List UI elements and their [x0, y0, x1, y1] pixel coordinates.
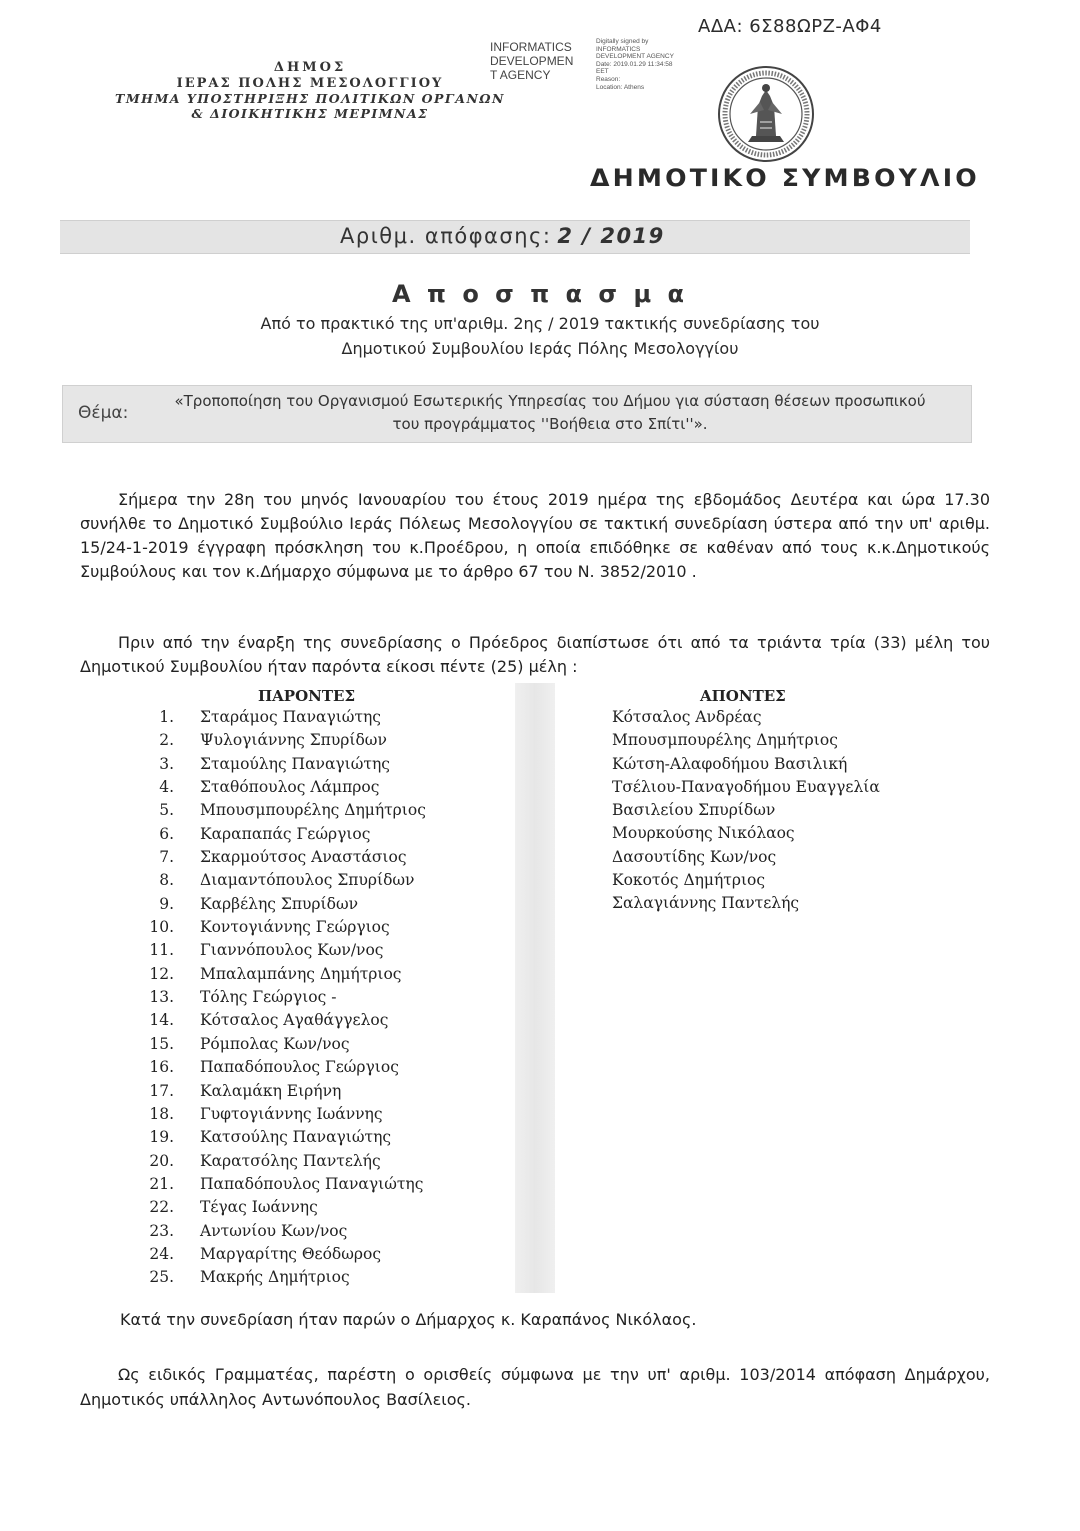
absent-member-row: Κοκοτός Δημήτριος — [612, 871, 766, 890]
member-name: Γυφτογιάννης Ιωάννης — [200, 1104, 383, 1123]
ada-code: ΑΔΑ: 6Σ88ΩΡΖ-ΑΦ4 — [698, 16, 882, 37]
member-number: 24. — [149, 1244, 174, 1263]
member-number: 5. — [159, 801, 174, 820]
member-number: 1. — [159, 708, 174, 726]
header-line-municipality: ΔΗΜΟΣ — [273, 60, 347, 75]
member-number: 9. — [159, 894, 174, 913]
member-name: Ρόμπολας Κων/νος — [200, 1034, 350, 1053]
member-name: Σταμούλης Παναγιώτης — [200, 754, 390, 773]
signature-line: Location: Athens — [596, 83, 645, 91]
header-line-city: ΙΕΡΑΣ ΠΟΛΗΣ ΜΕΣΟΛΟΓΓΙΟΥ — [176, 76, 444, 91]
absent-heading: ΑΠΟΝΤΕΣ — [700, 687, 786, 705]
municipal-seal-icon — [716, 64, 816, 164]
subject-label: Θέμα: — [78, 403, 129, 423]
member-number: 6. — [159, 824, 174, 843]
present-heading: ΠΑΡΟΝΤΕΣ — [258, 687, 356, 705]
agency-line: INFORMATICS — [490, 40, 572, 54]
extract-subtitle-line2: Δημοτικού Συμβουλίου Ιεράς Πόλης Μεσολογγίου — [341, 339, 739, 358]
member-number: 23. — [149, 1221, 174, 1240]
member-name: Παπαδόπουλος Παναγιώτης — [200, 1174, 424, 1193]
member-number: 3. — [159, 754, 174, 773]
digital-signature — [596, 38, 674, 91]
member-number: 11. — [149, 941, 174, 960]
agency-line: T AGENCY — [490, 68, 551, 82]
member-name: Τέγας Ιωάννης — [200, 1198, 318, 1217]
header-line-subdepartment: & ΔΙΟΙΚΗΤΙΚΗΣ ΜΕΡΙΜΝΑΣ — [191, 106, 429, 121]
member-number: 15. — [149, 1034, 174, 1053]
member-number: 14. — [149, 1011, 174, 1030]
extract-subtitle-line1: Από το πρακτικό της υπ'αριθμ. 2ης / 2019 τακτικής συνεδρίασης του — [260, 314, 820, 333]
member-name: Σταράμος Παναγιώτης — [200, 708, 381, 726]
municipality-header — [80, 60, 540, 121]
member-number: 19. — [149, 1128, 174, 1147]
member-number: 21. — [149, 1174, 174, 1193]
member-name: Διαμαντόπουλος Σπυρίδων — [200, 871, 415, 890]
decision-label: Αριθμ. απόφασης: — [340, 224, 552, 248]
member-name: Μαργαρίτης Θεόδωρος — [200, 1244, 382, 1263]
absent-members-list — [612, 708, 880, 918]
member-number: 4. — [159, 778, 174, 797]
meeting-paragraph: Σήμερα την 28η του μηνός Ιανουαρίου του έτους 2019 ημέρα της εβδομάδος Δευτέρα και ώρα 17.30 συνήλθε το Δημοτικό Συμβούλιο Ιεράς Πόλεως Μεσολογγίου σε τακτική συνεδρίαση ύστερα από την υπ' αριθμ. 15/24-1-2019 έγγραφη πρόσκληση του κ.Προέδρου, η οποία επιδόθηκε σε καθέναν από τους κ.κ.Δημοτικούς Συμβούλους και τον κ.Δήμαρχο σύμφωνα με το άρθρο 67 του Ν. 3852/2010 . — [80, 490, 990, 581]
member-number: 25. — [149, 1268, 174, 1287]
member-number: 13. — [149, 988, 174, 1007]
signature-line: Digitally signed by — [596, 38, 649, 45]
member-number: 10. — [149, 918, 174, 937]
member-name: Κοντογιάννης Γεώργιος — [200, 918, 390, 937]
member-name: Καρατσόλης Παντελής — [200, 1151, 381, 1170]
absent-member-row: Κότσαλος Ανδρέας — [612, 708, 762, 726]
absent-member-row: Βασιλείου Σπυρίδων — [612, 801, 776, 820]
absent-member-row: Δασουτίδης Κων/νος — [612, 847, 777, 866]
member-name: Σταθόπουλος Λάμπρος — [200, 778, 380, 797]
member-name: Κατσούλης Παναγιώτης — [200, 1128, 392, 1147]
signature-line: DEVELOPMENT AGENCY — [596, 53, 674, 61]
mayor-paragraph: Κατά την συνεδρίαση ήταν παρών ο Δήμαρχος κ. Καραπάνος Νικόλαος. — [120, 1310, 697, 1329]
quorum-paragraph: Πριν από την έναρξη της συνεδρίασης ο Πρόεδρος διαπίστωσε ότι από τα τριάντα τρία (33) μέλη του Δημοτικού Συμβουλίου ήταν παρόντα είκοσι πέντε (25) μέλη : — [80, 633, 990, 676]
secretary-paragraph: Ως ειδικός Γραμματέας, παρέστη ο ορισθείς σύμφωνα με την υπ' αριθμ. 103/2014 απόφαση Δημάρχου, Δημοτικός υπάλληλος Αντωνόπουλος Βασίλειος. — [80, 1365, 990, 1409]
member-number: 18. — [149, 1104, 174, 1123]
member-name: Σκαρμούτσος Αναστάσιος — [200, 848, 407, 867]
member-name: Κότσαλος Αγαθάγγελος — [200, 1011, 389, 1030]
member-name: Ψυλογιάννης Σπυρίδων — [200, 731, 387, 750]
absent-member-row: Τσέλιου-Παναγοδήμου Ευαγγελία — [612, 777, 880, 796]
member-name: Παπαδόπουλος Γεώργιος — [200, 1058, 399, 1077]
member-name: Αντωνίου Κων/νος — [200, 1221, 348, 1240]
subject-text: «Τροποποίηση του Οργανισμού Εσωτερικής Υπηρεσίας του Δήμου για σύσταση θέσεων προσωπικού του προγράμματος ''Βοήθεια στο Σπίτι''». — [174, 392, 926, 433]
member-name: Καρβέλης Σπυρίδων — [200, 894, 359, 913]
member-name: Καραπαπάς Γεώργιος — [200, 824, 371, 843]
agency-line: DEVELOPMEN — [490, 54, 574, 68]
member-name: Γιαννόπουλος Κων/νος — [200, 941, 384, 960]
member-number: 12. — [149, 964, 174, 983]
member-number: 16. — [149, 1058, 174, 1077]
absent-member-row: Κώτση-Αλαφοδήμου Βασιλική — [612, 754, 848, 773]
member-number: 22. — [149, 1198, 174, 1217]
signature-line: EET — [596, 68, 609, 76]
member-name: Μπουσμπουρέλης Δημήτριος — [200, 801, 426, 820]
extract-title: Α π ο σ π α σ μ α — [392, 280, 688, 308]
absent-member-row: Σαλαγιάννης Παντελής — [612, 894, 800, 913]
member-name: Τόλης Γεώργιος - — [200, 988, 337, 1007]
scan-artifact — [515, 683, 555, 1293]
council-title: ΔΗΜΟΤΙΚΟ ΣΥΜΒΟΥΛΙΟ — [590, 164, 980, 192]
absent-member-row: Μπουσμπουρέλης Δημήτριος — [612, 731, 838, 750]
signature-line: Date: 2019.01.29 11:34:58 — [596, 60, 673, 68]
header-line-department: ΤΜΗΜΑ ΥΠΟΣΤΗΡΙΞΗΣ ΠΟΛΙΤΙΚΩΝ ΟΡΓΑΝΩΝ — [115, 91, 505, 106]
member-number: 7. — [159, 848, 174, 867]
member-number: 17. — [149, 1081, 174, 1100]
member-name: Μπαλαμπάνης Δημήτριος — [200, 964, 402, 983]
member-name: Μακρής Δημήτριος — [200, 1268, 350, 1287]
decision-number: 2 / 2019 — [557, 224, 665, 248]
signature-line: Reason: — [596, 75, 621, 83]
agency-stamp — [490, 40, 573, 82]
member-number: 2. — [159, 731, 174, 750]
member-number: 8. — [159, 871, 174, 890]
absent-member-row: Μουρκούσης Νικόλαος — [612, 824, 795, 843]
member-number: 20. — [149, 1151, 174, 1170]
signature-line: INFORMATICS — [596, 45, 641, 53]
decision-number-bar — [60, 220, 970, 254]
member-name: Καλαμάκη Ειρήνη — [200, 1081, 342, 1100]
